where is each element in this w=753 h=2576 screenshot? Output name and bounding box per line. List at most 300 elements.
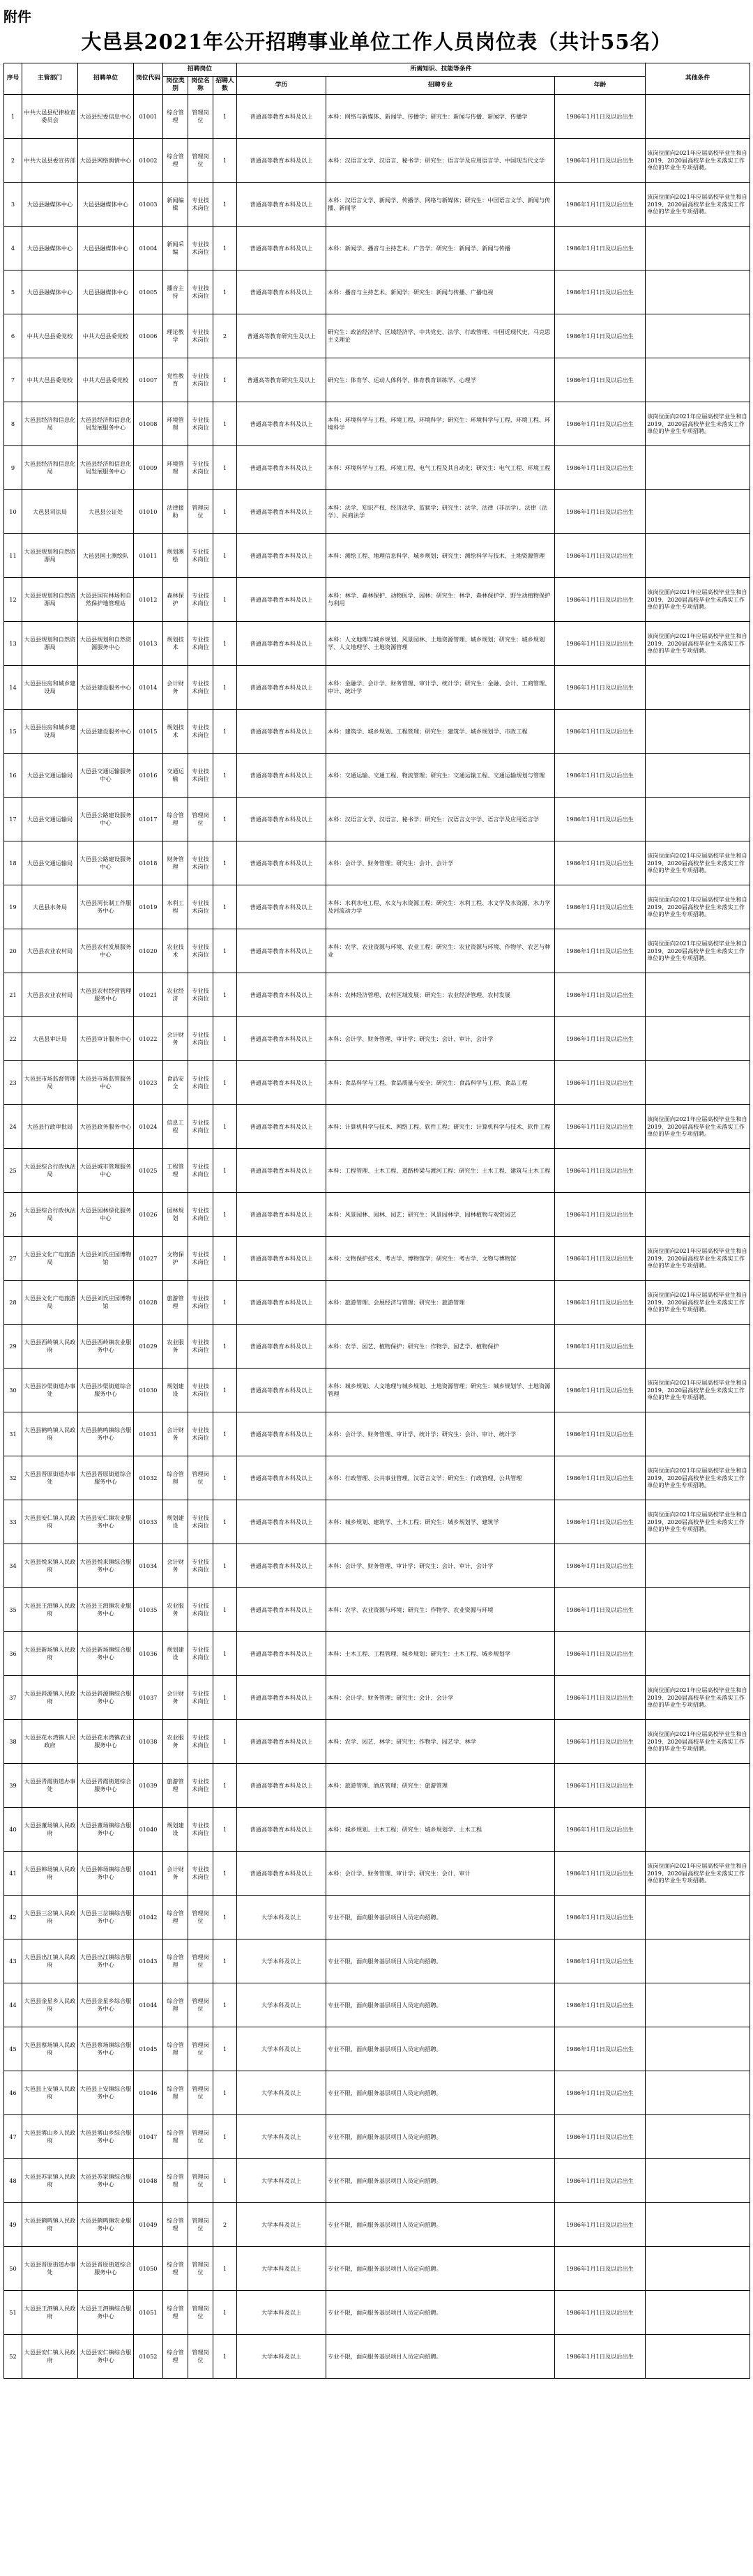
cell-count: 1: [213, 1368, 237, 1412]
cell-seq: 12: [4, 577, 22, 621]
cell-education: 普通高等教育本科及以上: [237, 182, 326, 226]
cell-seq: 45: [4, 2027, 22, 2071]
cell-dept: 大邑县悦来镇人民政府: [22, 1544, 78, 1587]
cell-dept: 大邑县综合行政执法局: [22, 1192, 78, 1236]
cell-code: 01016: [134, 753, 163, 797]
cell-dept: 大邑县经济和信息化局: [22, 402, 78, 445]
cell-position-name: 专业技术岗位: [188, 1500, 213, 1544]
cell-code: 01034: [134, 1544, 163, 1587]
cell-category: 水利工程: [163, 885, 188, 929]
cell-age: 1986年1月1日及以后出生: [555, 94, 646, 138]
cell-education: 大学本科及以上: [237, 2158, 326, 2202]
header-position-group: 招聘岗位: [163, 63, 237, 77]
cell-education: 普通高等教育本科及以上: [237, 1719, 326, 1763]
cell-dept: 大邑县水务局: [22, 885, 78, 929]
cell-education: 普通高等教育本科及以上: [237, 797, 326, 841]
cell-seq: 32: [4, 1456, 22, 1500]
cell-count: 1: [213, 182, 237, 226]
cell-dept: 大邑县经济和信息化局: [22, 445, 78, 489]
cell-other: 该岗位面向2021年应届高校毕业生和自2019、2020届高校毕业生未落实工作单位的毕业生专项招聘。: [646, 1851, 750, 1895]
cell-other: [646, 2202, 750, 2246]
cell-other: [646, 1544, 750, 1587]
cell-count: 1: [213, 1544, 237, 1587]
cell-unit: 大邑县花水湾镇农业服务中心: [78, 1719, 134, 1763]
cell-position-name: 管理岗位: [188, 1456, 213, 1500]
cell-category: 综合管理: [163, 138, 188, 182]
cell-age: 1986年1月1日及以后出生: [555, 2334, 646, 2378]
cell-age: 1986年1月1日及以后出生: [555, 270, 646, 314]
cell-code: 01044: [134, 1983, 163, 2027]
cell-seq: 50: [4, 2246, 22, 2290]
cell-count: 1: [213, 797, 237, 841]
cell-count: 1: [213, 1456, 237, 1500]
cell-seq: 35: [4, 1587, 22, 1631]
cell-count: 1: [213, 1060, 237, 1104]
cell-other: 该岗位面向2021年应届高校毕业生和自2019、2020届高校毕业生未落实工作单位的毕业生专项招聘。: [646, 1500, 750, 1544]
cell-age: 1986年1月1日及以后出生: [555, 1104, 646, 1148]
cell-category: 会计财务: [163, 1412, 188, 1456]
cell-code: 01001: [134, 94, 163, 138]
header-other: 其他条件: [646, 63, 750, 95]
cell-code: 01021: [134, 973, 163, 1016]
cell-education: 普通高等教育本科及以上: [237, 1016, 326, 1060]
cell-major: 本科：会计学、财务管理、审计学；研究生：会计、审计: [326, 1851, 555, 1895]
cell-position-name: 专业技术岗位: [188, 1104, 213, 1148]
cell-position-name: 专业技术岗位: [188, 929, 213, 973]
cell-count: 1: [213, 841, 237, 885]
table-row: [4, 797, 750, 841]
cell-other: 该岗位面向2021年应届高校毕业生和自2019、2020届高校毕业生未落实工作单位的毕业生专项招聘。: [646, 841, 750, 885]
cell-code: 01003: [134, 182, 163, 226]
cell-major: 本科：农学、农业资源与环境；研究生：作物学、农业资源与环境: [326, 1587, 555, 1631]
table-row: [4, 2290, 750, 2334]
cell-code: 01049: [134, 2202, 163, 2246]
cell-education: 普通高等教育本科及以上: [237, 1368, 326, 1412]
cell-position-name: 专业技术岗位: [188, 709, 213, 753]
cell-education: 普通高等教育本科及以上: [237, 1851, 326, 1895]
cell-major: 本科：金融学、会计学、财务管理、审计学、统计学；研究生：金融、会计、工商管理、审计、统计学: [326, 665, 555, 709]
cell-category: 规划建设: [163, 1500, 188, 1544]
cell-major: 本科：测绘工程、地理信息科学、城乡规划；研究生：测绘科学与技术、土地资源管理: [326, 533, 555, 577]
cell-seq: 37: [4, 1675, 22, 1719]
cell-position-name: 专业技术岗位: [188, 1631, 213, 1675]
cell-other: [646, 270, 750, 314]
cell-major: 专业不限，面向服务基层项目人员定向招聘。: [326, 1939, 555, 1983]
cell-seq: 24: [4, 1104, 22, 1148]
cell-other: [646, 314, 750, 358]
cell-unit: 大邑县蔡场镇综合服务中心: [78, 2027, 134, 2071]
cell-count: 1: [213, 1807, 237, 1851]
cell-other: 该岗位面向2021年应届高校毕业生和自2019、2020届高校毕业生未落实工作单位的毕业生专项招聘。: [646, 1104, 750, 1148]
cell-major: 本科：农学、园艺、植物保护；研究生：作物学、园艺学、植物保护: [326, 1324, 555, 1368]
cell-position-name: 专业技术岗位: [188, 1544, 213, 1587]
page-title: 大邑县2021年公开招聘事业单位工作人员岗位表（共计55名）: [81, 30, 672, 54]
cell-age: 1986年1月1日及以后出生: [555, 885, 646, 929]
cell-unit: 大邑县韩场镇综合服务中心: [78, 1851, 134, 1895]
cell-other: [646, 2158, 750, 2202]
cell-code: 01019: [134, 885, 163, 929]
cell-category: 综合管理: [163, 94, 188, 138]
cell-dept: 大邑县交通运输局: [22, 797, 78, 841]
cell-education: 普通高等教育本科及以上: [237, 1280, 326, 1324]
cell-other: [646, 1148, 750, 1192]
cell-category: 综合管理: [163, 2246, 188, 2290]
cell-code: 01009: [134, 445, 163, 489]
cell-education: 普通高等教育本科及以上: [237, 445, 326, 489]
cell-education: 普通高等教育本科及以上: [237, 138, 326, 182]
cell-category: 规划建设: [163, 1807, 188, 1851]
cell-dept: 大邑县住房和城乡建设局: [22, 665, 78, 709]
cell-other: 该岗位面向2021年应届高校毕业生和自2019、2020届高校毕业生未落实工作单位的毕业生专项招聘。: [646, 1675, 750, 1719]
cell-age: 1986年1月1日及以后出生: [555, 182, 646, 226]
cell-dept: 大邑县农业农村局: [22, 973, 78, 1016]
table-row: [4, 314, 750, 358]
cell-position-name: 专业技术岗位: [188, 1016, 213, 1060]
cell-position-name: 专业技术岗位: [188, 182, 213, 226]
cell-position-name: 管理岗位: [188, 489, 213, 533]
cell-category: 会计财务: [163, 665, 188, 709]
cell-unit: 大邑县农村发展服务中心: [78, 929, 134, 973]
cell-major: 专业不限，面向服务基层项目人员定向招聘。: [326, 2158, 555, 2202]
cell-age: 1986年1月1日及以后出生: [555, 1148, 646, 1192]
table-row: [4, 1016, 750, 1060]
cell-education: 大学本科及以上: [237, 1983, 326, 2027]
cell-position-name: 管理岗位: [188, 2158, 213, 2202]
cell-seq: 2: [4, 138, 22, 182]
cell-category: 环境管理: [163, 445, 188, 489]
cell-age: 1986年1月1日及以后出生: [555, 1060, 646, 1104]
cell-other: [646, 973, 750, 1016]
cell-other: [646, 445, 750, 489]
cell-unit: 大邑县建设服务中心: [78, 709, 134, 753]
table-row: [4, 445, 750, 489]
cell-dept: 大邑县斜源镇人民政府: [22, 1675, 78, 1719]
cell-seq: 18: [4, 841, 22, 885]
cell-category: 新闻编辑: [163, 182, 188, 226]
cell-education: 普通高等教育本科及以上: [237, 1807, 326, 1851]
cell-major: 本科：汉语言文学、汉语言、秘书学；研究生：汉语言文字学、语言学及应用语言学: [326, 797, 555, 841]
cell-dept: 大邑县规划和自然资源局: [22, 621, 78, 665]
cell-code: 01020: [134, 929, 163, 973]
cell-unit: 大邑县刘氏庄园博物馆: [78, 1280, 134, 1324]
cell-position-name: 专业技术岗位: [188, 226, 213, 270]
cell-age: 1986年1月1日及以后出生: [555, 2202, 646, 2246]
cell-unit: 大邑县交通运输服务中心: [78, 753, 134, 797]
table-row: [4, 1500, 750, 1544]
cell-category: 园林规划: [163, 1192, 188, 1236]
cell-code: 01012: [134, 577, 163, 621]
cell-education: 普通高等教育本科及以上: [237, 489, 326, 533]
cell-position-name: 专业技术岗位: [188, 973, 213, 1016]
cell-age: 1986年1月1日及以后出生: [555, 973, 646, 1016]
cell-count: 1: [213, 1192, 237, 1236]
cell-position-name: 专业技术岗位: [188, 1412, 213, 1456]
cell-education: 普通高等教育本科及以上: [237, 709, 326, 753]
cell-seq: 38: [4, 1719, 22, 1763]
cell-unit: 大邑县新场镇综合服务中心: [78, 1631, 134, 1675]
cell-age: 1986年1月1日及以后出生: [555, 1192, 646, 1236]
cell-major: 本科：会计学、财务管理；研究生：会计、会计学: [326, 1675, 555, 1719]
cell-unit: 大邑县公证处: [78, 489, 134, 533]
cell-education: 大学本科及以上: [237, 1939, 326, 1983]
cell-unit: 大邑县西岭镇农业服务中心: [78, 1324, 134, 1368]
table-row: [4, 182, 750, 226]
cell-other: 该岗位面向2021年应届高校毕业生和自2019、2020届高校毕业生未落实工作单位的毕业生专项招聘。: [646, 1236, 750, 1280]
cell-unit: 大邑县融媒体中心: [78, 226, 134, 270]
cell-age: 1986年1月1日及以后出生: [555, 841, 646, 885]
cell-major: 本科：土木工程、工程管理、城乡规划；研究生：土木工程、城乡规划学: [326, 1631, 555, 1675]
table-row: [4, 1631, 750, 1675]
cell-dept: 大邑县上安镇人民政府: [22, 2071, 78, 2114]
cell-age: 1986年1月1日及以后出生: [555, 1236, 646, 1280]
cell-unit: 大邑县政务服务中心: [78, 1104, 134, 1148]
cell-other: [646, 2246, 750, 2290]
header-education: 学历: [237, 77, 326, 95]
cell-age: 1986年1月1日及以后出生: [555, 1587, 646, 1631]
cell-education: 普通高等教育本科及以上: [237, 1104, 326, 1148]
cell-age: 1986年1月1日及以后出生: [555, 402, 646, 445]
cell-major: 本科：行政管理、公共事业管理、汉语言文学；研究生：行政管理、公共管理: [326, 1456, 555, 1500]
cell-age: 1986年1月1日及以后出生: [555, 2290, 646, 2334]
cell-seq: 40: [4, 1807, 22, 1851]
cell-category: 理论教学: [163, 314, 188, 358]
cell-count: 1: [213, 358, 237, 402]
cell-seq: 42: [4, 1895, 22, 1939]
cell-position-name: 专业技术岗位: [188, 753, 213, 797]
cell-category: 农业经济: [163, 973, 188, 1016]
cell-position-name: 专业技术岗位: [188, 1763, 213, 1807]
cell-count: 1: [213, 665, 237, 709]
cell-seq: 19: [4, 885, 22, 929]
cell-count: 1: [213, 402, 237, 445]
table-row: [4, 1675, 750, 1719]
cell-unit: 大邑县融媒体中心: [78, 182, 134, 226]
cell-other: [646, 1895, 750, 1939]
table-row: [4, 577, 750, 621]
cell-seq: 8: [4, 402, 22, 445]
cell-unit: 大邑县刘氏庄园博物馆: [78, 1236, 134, 1280]
cell-dept: 大邑县司法局: [22, 489, 78, 533]
cell-category: 工程管理: [163, 1148, 188, 1192]
cell-seq: 31: [4, 1412, 22, 1456]
cell-position-name: 专业技术岗位: [188, 1192, 213, 1236]
cell-major: 本科：旅游管理、酒店管理；研究生：旅游管理: [326, 1763, 555, 1807]
cell-other: [646, 2334, 750, 2378]
cell-category: 规划技术: [163, 709, 188, 753]
cell-education: 大学本科及以上: [237, 1895, 326, 1939]
cell-major: 本科：文物保护技术、考古学、博物馆学；研究生：考古学、文物与博物馆: [326, 1236, 555, 1280]
cell-dept: 大邑县规划和自然资源局: [22, 533, 78, 577]
cell-major: 本科：城乡规划、人文地理与城乡规划、土地资源管理；研究生：城乡规划学、土地资源管理: [326, 1368, 555, 1412]
cell-education: 普通高等教育本科及以上: [237, 1060, 326, 1104]
cell-count: 1: [213, 270, 237, 314]
cell-category: 规划建设: [163, 1368, 188, 1412]
cell-unit: 大邑县国有林场和自然保护地管理站: [78, 577, 134, 621]
cell-education: 普通高等教育本科及以上: [237, 1675, 326, 1719]
cell-unit: 大邑县融媒体中心: [78, 270, 134, 314]
cell-position-name: 专业技术岗位: [188, 621, 213, 665]
cell-count: 1: [213, 1412, 237, 1456]
cell-age: 1986年1月1日及以后出生: [555, 314, 646, 358]
cell-unit: 大邑县苏家镇综合服务中心: [78, 2158, 134, 2202]
cell-category: 综合管理: [163, 797, 188, 841]
cell-position-name: 管理岗位: [188, 1983, 213, 2027]
cell-position-name: 专业技术岗位: [188, 1587, 213, 1631]
cell-code: 01011: [134, 533, 163, 577]
cell-count: 1: [213, 533, 237, 577]
cell-seq: 52: [4, 2334, 22, 2378]
cell-age: 1986年1月1日及以后出生: [555, 797, 646, 841]
cell-other: 该岗位面向2021年应届高校毕业生和自2019、2020届高校毕业生未落实工作单位的毕业生专项招聘。: [646, 138, 750, 182]
cell-other: [646, 709, 750, 753]
cell-position-name: 管理岗位: [188, 2246, 213, 2290]
cell-category: 播音主持: [163, 270, 188, 314]
cell-major: 专业不限，面向服务基层项目人员定向招聘。: [326, 2202, 555, 2246]
header-unit: 招聘单位: [78, 63, 134, 95]
table-row: [4, 2027, 750, 2071]
cell-count: 1: [213, 2246, 237, 2290]
cell-age: 1986年1月1日及以后出生: [555, 489, 646, 533]
cell-code: 01030: [134, 1368, 163, 1412]
cell-other: 该岗位面向2021年应届高校毕业生和自2019、2020届高校毕业生未落实工作单位的毕业生专项招聘。: [646, 1368, 750, 1412]
cell-unit: 大邑县园林绿化服务中心: [78, 1192, 134, 1236]
cell-unit: 大邑县纪委信息中心: [78, 94, 134, 138]
table-row: [4, 533, 750, 577]
cell-category: 新闻采编: [163, 226, 188, 270]
cell-category: 综合管理: [163, 1983, 188, 2027]
cell-other: [646, 2290, 750, 2334]
cell-dept: 大邑县董场镇人民政府: [22, 1807, 78, 1851]
cell-unit: 大邑县经济和信息化局发展服务中心: [78, 445, 134, 489]
cell-count: 2: [213, 2202, 237, 2246]
cell-age: 1986年1月1日及以后出生: [555, 1544, 646, 1587]
cell-count: 1: [213, 621, 237, 665]
cell-category: 综合管理: [163, 2334, 188, 2378]
cell-code: 01008: [134, 402, 163, 445]
cell-major: 专业不限，面向服务基层项目人员定向招聘。: [326, 2114, 555, 2158]
cell-position-name: 专业技术岗位: [188, 1236, 213, 1280]
cell-count: 1: [213, 2158, 237, 2202]
cell-other: [646, 1983, 750, 2027]
cell-position-name: 专业技术岗位: [188, 1324, 213, 1368]
cell-seq: 11: [4, 533, 22, 577]
cell-major: 本科：城乡规划、建筑学、土木工程；研究生：城乡规划学、建筑学: [326, 1500, 555, 1544]
cell-education: 普通高等教育本科及以上: [237, 1456, 326, 1500]
cell-unit: 大邑县审计服务中心: [78, 1016, 134, 1060]
cell-age: 1986年1月1日及以后出生: [555, 1280, 646, 1324]
cell-dept: 大邑县晋原街道办事处: [22, 1456, 78, 1500]
cell-code: 01038: [134, 1719, 163, 1763]
cell-unit: 大邑县市场监管服务中心: [78, 1060, 134, 1104]
cell-dept: 大邑县青霞街道办事处: [22, 1763, 78, 1807]
cell-major: 本科：旅游管理、会展经济与管理；研究生：旅游管理: [326, 1280, 555, 1324]
cell-code: 01033: [134, 1500, 163, 1544]
header-age: 年龄: [555, 77, 646, 95]
cell-age: 1986年1月1日及以后出生: [555, 226, 646, 270]
cell-category: 综合管理: [163, 1939, 188, 1983]
cell-category: 综合管理: [163, 1895, 188, 1939]
cell-major: 本科：城乡规划、土木工程；研究生：城乡规划学、土木工程: [326, 1807, 555, 1851]
cell-major: 专业不限，面向服务基层项目人员定向招聘。: [326, 2334, 555, 2378]
cell-dept: 大邑县蔡场镇人民政府: [22, 2027, 78, 2071]
cell-category: 规划建设: [163, 1631, 188, 1675]
cell-age: 1986年1月1日及以后出生: [555, 2158, 646, 2202]
cell-count: 1: [213, 973, 237, 1016]
cell-dept: 大邑县交通运输局: [22, 841, 78, 885]
cell-other: [646, 1631, 750, 1675]
cell-count: 1: [213, 226, 237, 270]
cell-age: 1986年1月1日及以后出生: [555, 1939, 646, 1983]
cell-position-name: 专业技术岗位: [188, 665, 213, 709]
cell-age: 1986年1月1日及以后出生: [555, 1851, 646, 1895]
cell-education: 普通高等教育本科及以上: [237, 533, 326, 577]
header-position-name: 岗位名称: [188, 77, 213, 95]
cell-age: 1986年1月1日及以后出生: [555, 577, 646, 621]
cell-dept: 大邑县三岔镇人民政府: [22, 1895, 78, 1939]
cell-code: 01043: [134, 1939, 163, 1983]
cell-position-name: 专业技术岗位: [188, 1675, 213, 1719]
cell-category: 旅游管理: [163, 1280, 188, 1324]
cell-major: 本科：林学、森林保护、动物医学、园林；研究生：林学、森林保护学、野生动植物保护与利用: [326, 577, 555, 621]
cell-major: 本科：农林经济管理、农村区域发展；研究生：农业经济管理、农村发展: [326, 973, 555, 1016]
cell-code: 01042: [134, 1895, 163, 1939]
table-row: [4, 1192, 750, 1236]
cell-code: 01002: [134, 138, 163, 182]
cell-count: 1: [213, 1763, 237, 1807]
cell-seq: 49: [4, 2202, 22, 2246]
cell-major: 专业不限，面向服务基层项目人员定向招聘。: [326, 2290, 555, 2334]
table-row: [4, 1807, 750, 1851]
cell-count: 1: [213, 1983, 237, 2027]
table-row: [4, 1368, 750, 1412]
cell-major: 本科：交通运输、交通工程、物流管理；研究生：交通运输工程、交通运输规划与管理: [326, 753, 555, 797]
cell-education: 普通高等教育本科及以上: [237, 1236, 326, 1280]
cell-dept: 大邑县农业农村局: [22, 929, 78, 973]
cell-dept: 大邑县西岭镇人民政府: [22, 1324, 78, 1368]
cell-major: 专业不限，面向服务基层项目人员定向招聘。: [326, 2027, 555, 2071]
cell-unit: 大邑县经济和信息化局发展服务中心: [78, 402, 134, 445]
cell-count: 1: [213, 1016, 237, 1060]
cell-other: [646, 94, 750, 138]
cell-code: 01036: [134, 1631, 163, 1675]
cell-major: 本科：农学、园艺、林学；研究生：作物学、园艺学、林学: [326, 1719, 555, 1763]
cell-code: 01007: [134, 358, 163, 402]
header-conditions-group: 所需知识、技能等条件: [237, 63, 646, 77]
cell-education: 普通高等教育本科及以上: [237, 1148, 326, 1192]
cell-major: 本科：人文地理与城乡规划、风景园林、土地资源管理、城乡规划；研究生：城乡规划学、人文地理学、土地资源管理: [326, 621, 555, 665]
cell-code: 01026: [134, 1192, 163, 1236]
cell-other: [646, 1587, 750, 1631]
cell-other: [646, 753, 750, 797]
cell-count: 1: [213, 1895, 237, 1939]
cell-category: 农业服务: [163, 1587, 188, 1631]
table-row: [4, 1236, 750, 1280]
cell-dept: 大邑县韩场镇人民政府: [22, 1851, 78, 1895]
cell-age: 1986年1月1日及以后出生: [555, 138, 646, 182]
table-row: [4, 929, 750, 973]
cell-count: 1: [213, 2027, 237, 2071]
cell-dept: 大邑县规划和自然资源局: [22, 577, 78, 621]
table-row: [4, 621, 750, 665]
cell-education: 普通高等教育本科及以上: [237, 226, 326, 270]
table-row: [4, 402, 750, 445]
cell-age: 1986年1月1日及以后出生: [555, 665, 646, 709]
cell-major: 研究生：体育学、运动人体科学、体育教育训练学、心理学: [326, 358, 555, 402]
cell-other: 该岗位面向2021年应届高校毕业生和自2019、2020届高校毕业生未落实工作单位的毕业生专项招聘。: [646, 621, 750, 665]
cell-code: 01022: [134, 1016, 163, 1060]
cell-seq: 10: [4, 489, 22, 533]
cell-seq: 29: [4, 1324, 22, 1368]
